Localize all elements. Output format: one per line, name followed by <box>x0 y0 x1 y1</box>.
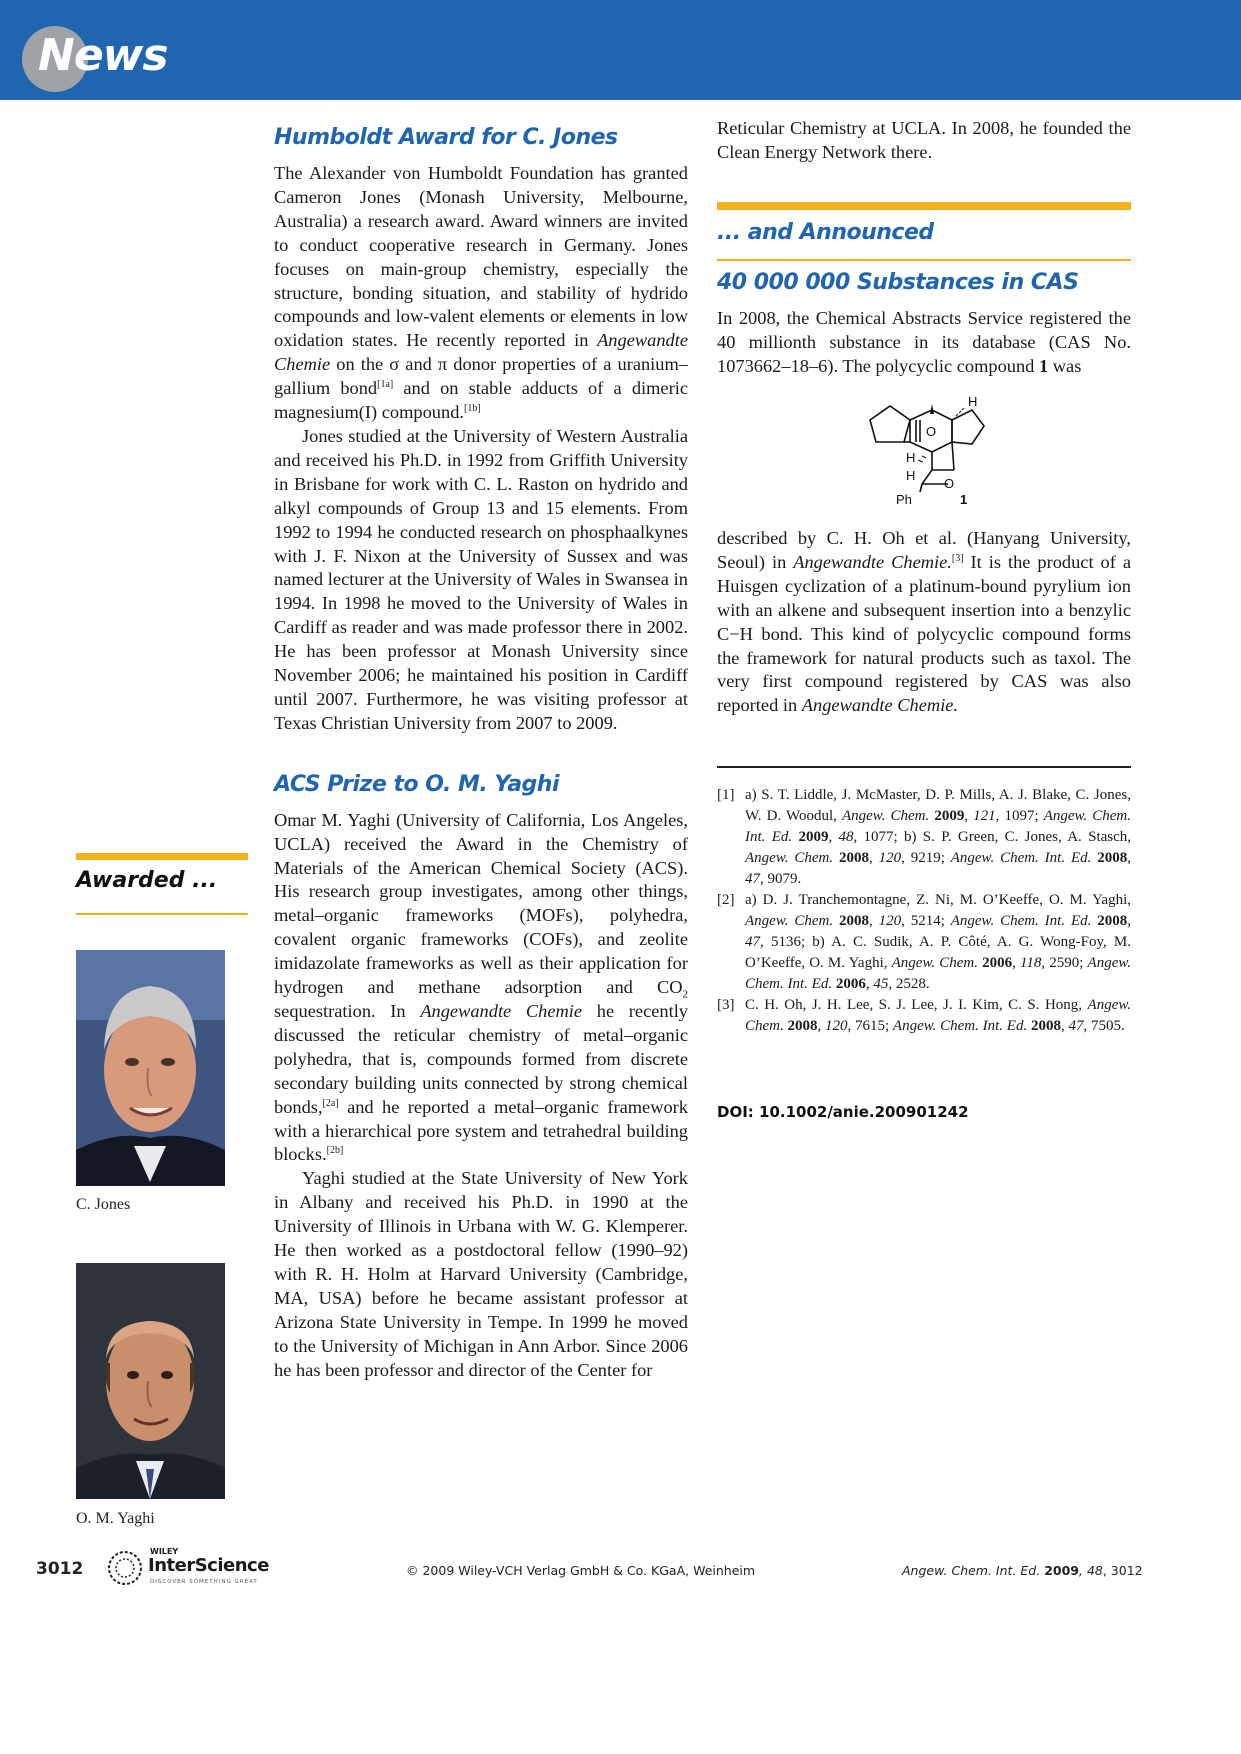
structure-bonds <box>870 406 984 492</box>
publisher-tagline: DISCOVER SOMETHING GREAT <box>150 1579 258 1585</box>
reference-segment: , <box>828 829 839 845</box>
reference-segment: a) S. T. Liddle, J. McMaster, D. P. Mills, A. J. Blake, C. Jones, W. D. Woodul, <box>745 787 1131 824</box>
reference-segment: , <box>1060 1018 1069 1034</box>
reference-segment: 2008 <box>787 1018 818 1034</box>
portrait-c-jones-image <box>76 950 225 1186</box>
reference-segment: 2008 <box>1097 913 1128 929</box>
references-section <box>717 785 1131 1037</box>
citation-ref-2b[interactable]: [2b] <box>326 1145 344 1157</box>
reference-segment: 120 <box>825 1018 848 1034</box>
reference-segment: 121 <box>973 808 996 824</box>
interscience-globe-icon <box>106 1549 144 1587</box>
cas-p2-text-a: described by C. H. Oh et al. (Hanyang University, Seoul) in <box>717 528 1131 572</box>
publisher-logo-text: InterScience <box>148 1555 269 1576</box>
reference-segment: 2008 <box>838 913 869 929</box>
photo-c-jones <box>76 950 225 1186</box>
article2-p1-text-d: and he reported a metal–organic framework with a hierarchical pore system and tetrahedral building blocks. <box>274 1096 688 1165</box>
announced-top-rule <box>717 202 1131 210</box>
article2-title: ACS Prize to O. M. Yaghi <box>274 771 559 797</box>
cas-p2-journal-2: Angewandte Chemie. <box>801 695 959 716</box>
structure-label-h2: H <box>906 468 916 483</box>
publisher-wiley-label: WILEY <box>150 1547 179 1556</box>
reference-item <box>717 890 1131 995</box>
reference-segment: Angew. Chem. <box>745 997 1131 1034</box>
reference-segment: 2008 <box>1097 850 1128 866</box>
citation-ref-1a[interactable]: [1a] <box>377 379 394 391</box>
article2-paragraph-1 <box>274 809 688 1168</box>
reference-segment: C. H. Oh, J. H. Lee, S. J. Lee, J. I. Kim, C. S. Hong, <box>745 997 1088 1013</box>
page-number: 3012 <box>36 1559 84 1579</box>
cas-paragraph-1 <box>717 307 1131 379</box>
reference-item <box>717 785 1131 890</box>
cas-article <box>717 270 1131 379</box>
sidebar-heading: Awarded ... <box>76 868 218 893</box>
cas-article-continued <box>717 527 1131 718</box>
reference-segment: Angew. Chem. Int. Ed. <box>950 850 1092 866</box>
article1-paragraph-1 <box>274 162 688 425</box>
reference-segment: , 5214; <box>901 913 951 929</box>
article1-p1-journal: Angewandte Chemie <box>274 330 688 375</box>
cas-p2-journal: Angewandte Chemie. <box>793 551 952 572</box>
publisher-logo[interactable] <box>106 1547 276 1589</box>
sidebar-top-rule <box>76 853 248 860</box>
reference-segment: , <box>1012 955 1020 971</box>
reference-segment: , 7615; <box>847 1018 893 1034</box>
structure-label-compound-1: 1 <box>960 492 968 507</box>
reference-number: [2] <box>717 892 735 908</box>
reference-segment: 2006 <box>835 976 866 992</box>
reference-item <box>717 995 1131 1037</box>
citation-volume: 48 <box>1086 1563 1103 1578</box>
reference-segment: Angew. Chem. Int. Ed. <box>950 913 1092 929</box>
reference-segment: , 1097; <box>995 808 1044 824</box>
reference-segment: , <box>1127 913 1131 929</box>
citation-ref-2a[interactable]: [2a] <box>322 1097 339 1109</box>
reference-number: [3] <box>717 997 735 1013</box>
column-left <box>274 125 688 1383</box>
article2-p1-text-c: he recently discussed the reticular chemistry of metal–organic polyhedra, that is, compounds formed from discrete secondary building units connected by strong chemical bonds, <box>274 1001 689 1117</box>
citation-ref-1b[interactable]: [1b] <box>464 402 481 414</box>
reference-segment: , <box>868 850 879 866</box>
journal-citation: Angew. Chem. Int. Ed. 2009, 48, 3012 <box>902 1563 1143 1578</box>
article2-p1-text-a: Omar M. Yaghi (University of California, Los Angeles, UCLA) received the Award in the Chemistry of Materials of the American Chemical Society (ACS). His research group investigates, among other things, metal–organic frameworks (MOFs), polyhedra, covalent organic frameworks (COFs), and zeolite imidazolate frameworks as well as their application for hydrogen and methane adsorption and CO <box>274 809 688 998</box>
portrait-o-m-yaghi-image <box>76 1263 225 1499</box>
citation-page: , 3012 <box>1102 1563 1143 1578</box>
photo-o-m-yaghi <box>76 1263 225 1499</box>
reference-segment: 48 <box>838 829 854 845</box>
announced-bottom-rule <box>717 259 1131 261</box>
reference-segment: Angew. Chem. Int. Ed. <box>745 955 1131 992</box>
reference-segment: 120 <box>878 913 902 929</box>
reference-segment: a) D. J. Tranchemontagne, Z. Ni, M. O’Keeffe, O. M. Yaghi, <box>745 892 1131 908</box>
cas-p2-text-b: It is the product of a Huisgen cyclization of a platinum-bound pyrylium ion with an alkene and subsequent insertion into a benzylic C−H bond. This kind of polycyclic compound forms the framework for natural products such as taxol. The very first compound registered by CAS was also reported in <box>717 551 1131 716</box>
reference-segment: Angew. Chem. Int. Ed. <box>892 1018 1028 1034</box>
reference-segment: Angew. Chem. Int. Ed. <box>745 808 1132 845</box>
reference-segment: , 2528. <box>888 976 930 992</box>
cas-p1-end: was <box>1048 355 1082 376</box>
reference-segment: , <box>868 913 879 929</box>
references-rule <box>717 766 1131 768</box>
cas-article-title: 40 000 000 Substances in CAS <box>717 270 1079 295</box>
reference-segment: Angew. Chem. <box>891 955 978 971</box>
reference-segment: 2006 <box>982 955 1013 971</box>
photo-caption-jones: C. Jones <box>76 1196 131 1213</box>
structure-label-ph: Ph <box>896 492 912 507</box>
reference-segment: 47 <box>1068 1018 1084 1034</box>
cas-p1-text: In 2008, the Chemical Abstracts Service registered the 40 millionth substance in its database (CAS No. 1073662–18–6). The polycyclic compound <box>717 308 1131 376</box>
article2-p1-journal: Angewandte Chemie <box>420 1001 583 1021</box>
co2-subscript: 2 <box>682 988 688 1001</box>
article2-p1-text-b: sequestration. In <box>274 1001 421 1021</box>
article1-paragraph-2: Jones studied at the University of Western Australia and received his Ph.D. in 1992 from Griffith University in Brisbane for work with C. L. Raston on hydrido and alkyl compounds of Group 13 and 15 elements. From 1992 to 1994 he conducted research on phosphaalkynes with J. F. Nixon at the University of Sussex and was named lecturer at the University of Wales in Swansea in 1994. In 1998 he moved to the University of Wales in Cardiff as reader and was made professor there in 2002. He has been professor at Monash University since November 2006; he maintained his position in Cardiff until 2007. Furthermore, he was visiting professor at Texas Christian University from 2007 to 2009. <box>274 425 688 733</box>
article1-p1-text-a: The Alexander von Humboldt Foundation has granted Cameron Jones (Monash University, Melbourne, Australia) a research award. Award winners are invited to conduct cooperative research in Germany. Jones focuses on main-group chemistry, especially the structure, bonding situation, and stability of hydrido compounds and low-valent elements or elements in low oxidation states. He recently reported in <box>274 163 688 351</box>
column-right <box>717 117 1131 165</box>
reference-segment: , 2590; <box>1041 955 1088 971</box>
photo-caption-yaghi: O. M. Yaghi <box>76 1510 155 1527</box>
reference-segment: 45 <box>873 976 889 992</box>
reference-list <box>717 785 1131 1037</box>
article2-paragraph-2: Yaghi studied at the State University of New York in Albany and received his Ph.D. in 1990 at the University of Illinois in Urbana with W. G. Klemperer. He then worked as a postdoctoral fellow (1990–92) with R. H. Holm at Harvard University (Cambridge, MA, USA) before he became assistant professor at Arizona State University in Tempe. In 1999 he moved to the University of Michigan in Ann Arbor. Since 2006 he has been professor and director of the Center for <box>274 1168 688 1380</box>
article2-paragraph-2-continued: Reticular Chemistry at UCLA. In 2008, he founded the Clean Energy Network there. <box>717 118 1131 162</box>
stereo-wedge <box>930 404 934 414</box>
reference-segment: 47 <box>745 934 760 950</box>
article1-p1-text-b: on the σ and π donor properties of a uranium–gallium bond <box>274 354 688 399</box>
structure-label-h-top: H <box>968 394 978 409</box>
sidebar-bottom-rule <box>76 913 248 915</box>
citation-ref-3[interactable]: [3] <box>951 552 964 564</box>
reference-segment: 2008 <box>838 850 869 866</box>
reference-segment: , <box>865 976 874 992</box>
reference-segment: , <box>964 808 974 824</box>
structure-label-o-low: O <box>944 476 955 491</box>
reference-segment: 118 <box>1019 955 1042 971</box>
structure-label-h1: H <box>906 450 916 465</box>
chemical-structure-diagram <box>860 392 1010 510</box>
section-label: News <box>38 30 168 81</box>
header-banner <box>0 0 1241 100</box>
announced-heading: ... and Announced <box>717 220 934 245</box>
reference-segment: Angew. Chem. <box>841 808 930 824</box>
compound-number: 1 <box>1038 355 1049 376</box>
reference-number: [1] <box>717 787 735 803</box>
article1-p1-text-c: and on stable adducts of a dimeric magnesium(I) compound. <box>274 378 688 423</box>
reference-segment: , 9079. <box>760 871 802 887</box>
reference-segment: 2008 <box>1030 1018 1061 1034</box>
reference-segment: , 7505. <box>1083 1018 1125 1034</box>
reference-segment: , 9219; <box>901 850 951 866</box>
reference-segment: , <box>1127 850 1131 866</box>
reference-segment: , 5136; b) A. C. Sudik, A. P. Côté, A. G. Wong-Foy, M. O’Keeffe, O. M. Yaghi, <box>745 934 1131 971</box>
reference-segment: 2009 <box>934 808 965 824</box>
reference-segment: , <box>817 1018 825 1034</box>
cas-paragraph-2 <box>717 527 1131 718</box>
reference-segment: Angew. Chem. <box>745 850 834 866</box>
copyright-notice: © 2009 Wiley-VCH Verlag GmbH & Co. KGaA, Weinheim <box>406 1563 756 1578</box>
reference-segment: Angew. Chem. <box>745 913 834 929</box>
reference-segment: 47 <box>745 871 760 887</box>
citation-year: 2009 <box>1044 1563 1079 1578</box>
citation-journal: Angew. Chem. Int. Ed. <box>902 1563 1041 1578</box>
reference-segment: 2009 <box>798 829 829 845</box>
structure-label-o-ring: O <box>926 424 937 439</box>
doi-text[interactable]: DOI: 10.1002/anie.200901242 <box>717 1103 969 1121</box>
reference-segment: , 1077; b) S. P. Green, C. Jones, A. Stasch, <box>853 829 1132 845</box>
reference-segment: 120 <box>878 850 902 866</box>
article1-title: Humboldt Award for C. Jones <box>274 125 618 150</box>
stereo-hash-bonds <box>918 408 964 462</box>
